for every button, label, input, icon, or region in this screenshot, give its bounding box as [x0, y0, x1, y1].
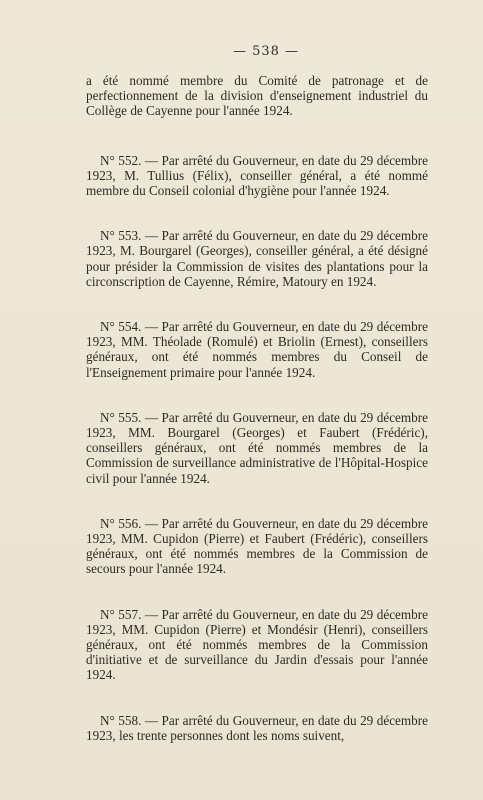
paragraph-556-text: N° 556. — Par arrêté du Gouverneur, en date du 29 décembre 1923, MM. Cupidon (Pierre) et Faubert (Frédéric), conseillers généraux, ont été nommés membres de la Commission de secours pour l'année 1924.: [86, 515, 428, 577]
paragraph-558: [86, 713, 428, 743]
paragraph-555-text: N° 555. — Par arrêté du Gouverneur, en date du 29 décembre 1923, MM. Bourgarel (Georges) et Faubert (Frédéric), conseillers généraux, ont été nommés membres de la Commission de surveillance administrative de l'Hôpital-Hospice civil pour l'année 1924.: [86, 409, 428, 486]
paragraph-552-text: N° 552. — Par arrêté du Gouverneur, en date du 29 décembre 1923, M. Tullius (Félix), conseiller général, a été nommé membre du Conseil colonial d'hygiène pour l'année 1924.: [86, 152, 428, 199]
paragraph-555: [86, 410, 428, 486]
paragraph-552: [86, 153, 428, 199]
paragraph-continuation: a été nommé membre du Comité de patronage et de perfectionnement de la division d'enseignement industriel du Collège de Cayenne pour l'année 1924.: [86, 73, 428, 119]
paragraph-557: [86, 607, 428, 683]
paragraph-554-text: N° 554. — Par arrêté du Gouverneur, en date du 29 décembre 1923, MM. Théolade (Romulé) et Briolin (Ernest), conseillers généraux, ont été nommés membres du Conseil de l'Enseignement primaire pour l'année 1924.: [86, 319, 428, 380]
paragraph-553: [86, 228, 428, 289]
paragraph-558-text: N° 558. — Par arrêté du Gouverneur, en date du 29 décembre 1923, les trente personnes dont les noms suivent,: [86, 712, 428, 743]
paragraph-553-text: N° 553. — Par arrêté du Gouverneur, en date du 29 décembre 1923, M. Bourgarel (Georges), conseiller général, a été désigné pour présider la Commission de visites des plantations pour la circonscription de Cayenne, Rémire, Matoury en 1924.: [86, 228, 428, 289]
page-number: — 538 —: [232, 44, 300, 59]
paragraph-556: [86, 516, 428, 577]
paragraph-557-text: N° 557. — Par arrêté du Gouverneur, en date du 29 décembre 1923, MM. Cupidon (Pierre) et Mondésir (Henri), conseillers généraux, ont été nommés membres de la Commission d'initiative et de surveillance du Jardin d'essais pour l'année 1924.: [86, 606, 428, 683]
paragraph-554: [86, 319, 428, 380]
